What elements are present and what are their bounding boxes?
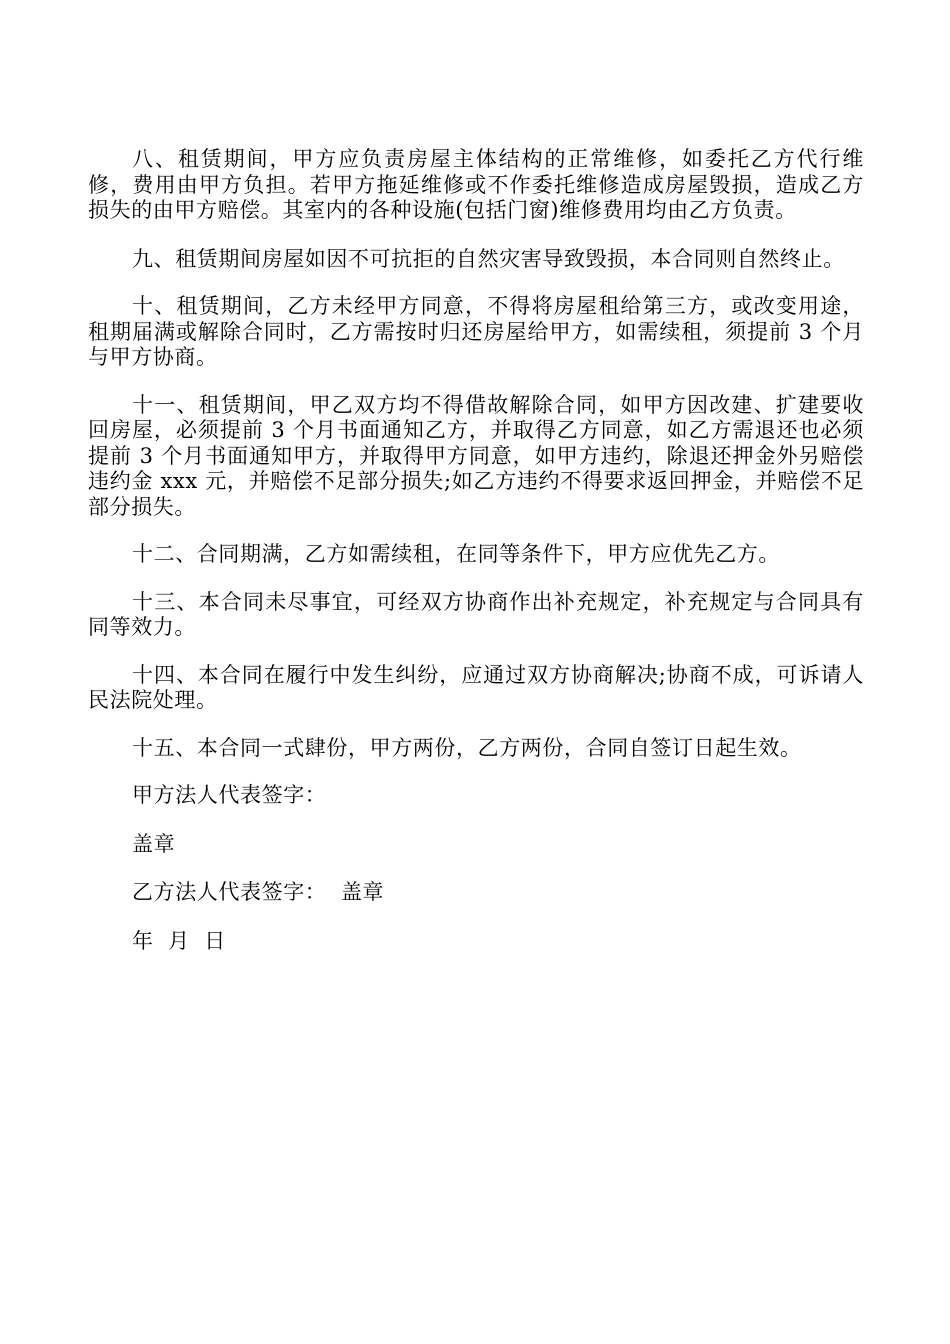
date-line: 年 月 日 (132, 928, 226, 953)
clause-15: 十五、本合同一式肆份，甲方两份，乙方两份，合同自签订日起生效。 (132, 735, 802, 760)
party-a-signature-line: 甲方法人代表签字： (132, 783, 327, 807)
clause-10: 十、租赁期间，乙方未经甲方同意，不得将房屋租给第三方，或改变用途，租期届满或解除合同时，乙方需按时归还房屋给甲方，如需续租，须提前 3 个月与甲方协商。 (88, 294, 864, 369)
party-a-seal-line: 盖章 (132, 831, 176, 856)
clause-8: 八、租赁期间，甲方应负责房屋主体结构的正常维修，如委托乙方代行维修，费用由甲方负担。若甲方拖延维修或不作委托维修造成房屋毁损，造成乙方损失的由甲方赔偿。其室内的各种设施(包括门窗)维修费用均由乙方负责。 (88, 147, 864, 222)
clause-14: 十四、本合同在履行中发生纠纷，应通过双方协商解决;协商不成，可诉请人民法院处理。 (88, 662, 864, 712)
clause-9: 九、租赁期间房屋如因不可抗拒的自然灾害导致毁损，本合同则自然终止。 (132, 246, 845, 271)
clause-12: 十二、合同期满，乙方如需续租，在同等条件下，甲方应优先乙方。 (132, 542, 780, 566)
clause-13: 十三、本合同未尽事宜，可经双方协商作出补充规定，补充规定与合同具有同等效力。 (88, 589, 864, 639)
contract-page (88, 147, 864, 977)
clause-11: 十一、租赁期间，甲乙双方均不得借故解除合同，如甲方因改建、扩建要收回房屋，必须提前 3 个月书面通知乙方，并取得乙方同意，如乙方需退还也必须提前 3 个月书面通知甲方，并取得甲方同意，如甲方违约，除退还押金外另赔偿违约金 xxx 元，并赔偿不足部分损失;如乙方违约不得要求返回押金，并赔偿不足部分损失。 (88, 392, 864, 519)
party-b-signature-line: 乙方法人代表签字： 盖章 (132, 880, 385, 904)
